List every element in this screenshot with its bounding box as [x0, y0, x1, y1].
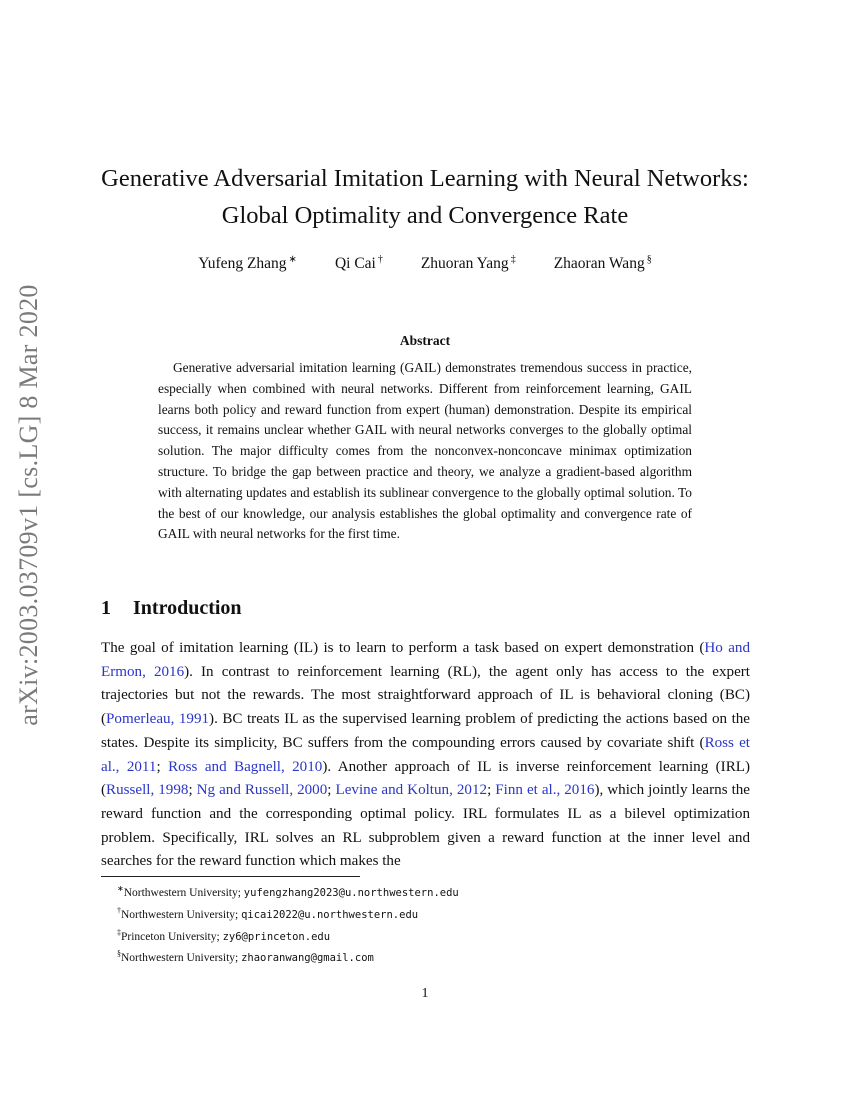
citation-link[interactable]: Russell, 1998 — [106, 782, 189, 799]
footnote — [101, 880, 750, 902]
author-name: Zhuoran Yang — [420, 255, 509, 273]
footnote-rule — [101, 876, 360, 877]
footnote-affiliation: Princeton University; — [121, 930, 223, 943]
citation-link[interactable]: Ho and Ermon, 2016 — [101, 640, 750, 680]
author — [335, 254, 383, 273]
intro-text: ). Another approach of IL is inverse reinforcement learning (IRL) ( — [101, 758, 751, 799]
footnote-email: zy6@princeton.edu — [222, 930, 331, 943]
footnotes — [101, 880, 750, 967]
citation-link[interactable]: Ross and Bagnell, 2010 — [168, 758, 323, 775]
citation-link[interactable]: Pomerleau, 1991 — [106, 711, 210, 728]
intro-text: ; — [487, 782, 496, 799]
author-name: Yufeng Zhang — [198, 255, 287, 273]
footnote-affiliation: Northwestern University; — [121, 908, 242, 921]
author-name: Qi Cai — [334, 255, 376, 273]
arxiv-stamp — [4, 0, 54, 1100]
arxiv-stamp-text: arXiv:2003.03709v1 [cs.LG] 8 Mar 2020 — [14, 284, 43, 726]
citation-link[interactable]: Ng and Russell, 2000 — [196, 782, 328, 799]
page-number: 1 — [421, 986, 429, 1001]
footnote — [101, 945, 750, 967]
footnote-email: qicai2022@u.northwestern.edu — [241, 908, 419, 921]
intro-text: ), which jointly learns the reward function and the corresponding optimal policy. IRL formulates IL as a bilevel optimization problem. Specifically, IRL solves an RL subproblem given a reward function at the inner level and searches for the reward function which makes the — [101, 782, 751, 870]
section-heading — [101, 597, 242, 620]
intro-text: ). In contrast to reinforcement learning (RL), the agent only has access to the expert trajectories but not the rewards. The most straightforward approach of IL is behavioral cloning (BC) ( — [101, 663, 750, 728]
footnote-mark: † — [117, 905, 121, 915]
intro-text: ; — [156, 758, 169, 775]
citation-link[interactable]: Ross et al., 2011 — [101, 734, 750, 775]
section-number: 1 — [101, 597, 111, 619]
footnote-affiliation: Northwestern University; — [123, 886, 244, 899]
footnote-email: zhaoranwang@gmail.com — [241, 952, 374, 965]
footnote-affiliation: Northwestern University; — [121, 952, 242, 965]
author-name: Zhaoran Wang — [553, 255, 645, 273]
footnote — [101, 902, 750, 924]
author — [421, 254, 516, 273]
abstract-body: Generative adversarial imitation learning (GAIL) demonstrates tremendous success in practice, especially when combined with neural networks. Different from reinforcement learning, GAIL learns both policy and reward function from expert (human) demonstration. Despite its empirical success, it remains unclear whether GAIL with neural networks converges to the globally optimal solution. The major difficulty comes from the nonconvex-nonconcave minimax optimization structure. To bridge the gap between practice and theory, we analyze a gradient-based algorithm with alternating updates and establish its sublinear convergence to the globally optimal solution. To the best of our knowledge, our analysis establishes the global optimality and convergence rate of GAIL with neural networks for the first time. — [158, 360, 692, 542]
intro-text: ; — [327, 782, 336, 799]
footnote — [101, 924, 750, 946]
title-line-2: Global Optimality and Convergence Rate — [221, 202, 629, 229]
paper-title — [60, 160, 790, 234]
author-mark: ∗ — [288, 254, 297, 265]
abstract-heading: Abstract — [399, 333, 451, 348]
intro-text: The goal of imitation learning (IL) is to learn to perform a task based on expert demonstration ( — [101, 640, 705, 656]
footnote-email: yufengzhang2023@u.northwestern.edu — [243, 886, 459, 899]
intro-text: ). BC treats IL as the supervised learning problem of predicting the actions based on the states. Despite its simplicity, BC suffers from the compounding errors caused by covariate shift ( — [101, 711, 751, 751]
citation-link[interactable]: Levine and Koltun, 2012 — [335, 782, 488, 799]
author — [554, 254, 652, 273]
footnote-mark: ‡ — [117, 927, 121, 937]
author-mark: § — [646, 254, 652, 265]
title-line-1: Generative Adversarial Imitation Learning with Neural Networks: — [101, 165, 749, 192]
citation-link[interactable]: Finn et al., 2016 — [495, 782, 595, 799]
author — [198, 254, 297, 273]
author-mark: † — [377, 254, 383, 265]
section-title: Introduction — [133, 597, 242, 619]
footnote-mark: ∗ — [117, 884, 124, 893]
author-mark: ‡ — [510, 254, 516, 265]
intro-paragraph — [101, 637, 750, 874]
footnote-mark: § — [117, 949, 121, 959]
intro-text: ; — [188, 782, 197, 799]
author-list — [100, 254, 750, 273]
